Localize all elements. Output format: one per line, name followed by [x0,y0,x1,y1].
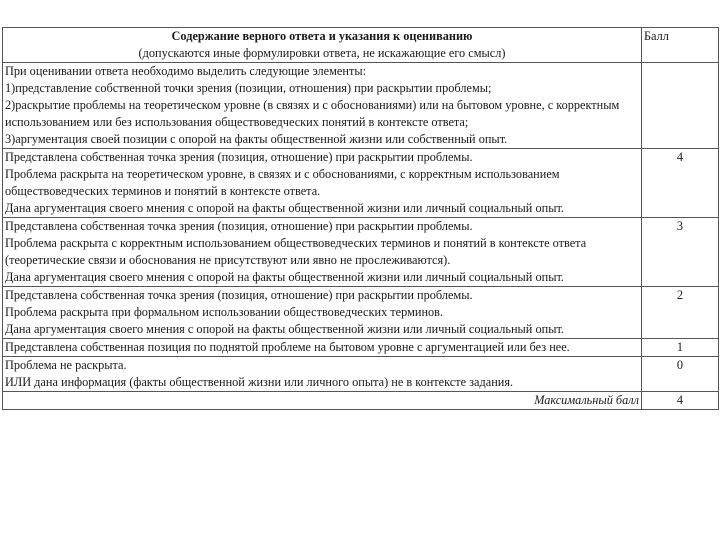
criterion-line: Дана аргументация своего мнения с опорой на факты общественной жизни или личный социальный опыт. [5,322,564,336]
max-score-row [3,392,719,410]
criterion-line: Проблема не раскрыта. [5,358,127,372]
criterion-text [3,287,642,339]
header-subtitle: (допускаются иные формулировки ответа, не искажающие его смысл) [138,46,506,60]
criterion-score: 0 [642,357,719,392]
criterion-line: Проблема раскрыта с корректным использованием обществоведческих терминов и понятий в контексте ответа (теоретические связи и обоснования не присутствуют или явно не прослеживаются). [5,236,587,267]
max-score-label: Максимальный балл [3,392,642,410]
intro-line: 3)аргументация своей позиции с опорой на факты общественной жизни или собственный опыт. [5,132,508,146]
header-cell [3,28,642,63]
intro-line: 2)раскрытие проблемы на теоретическом уровне (в связях и с обоснованиями) или на бытовом уровне, с корректным использованием или без использования обществоведческих понятий в контексте ответа; [5,98,620,129]
criterion-line: Представлена собственная точка зрения (позиция, отношение) при раскрытии проблемы. [5,150,473,164]
criterion-line: ИЛИ дана информация (факты общественной жизни или личного опыта) не в контексте задания. [5,375,514,389]
intro-score-cell [642,63,719,149]
criterion-text [3,339,642,357]
criterion-row [3,339,719,357]
intro-line: При оценивании ответа необходимо выделить следующие элементы: [5,64,366,78]
criterion-line: Дана аргументация своего мнения с опорой на факты общественной жизни или личный социальный опыт. [5,201,564,215]
criterion-line: Проблема раскрыта при формальном использовании обществоведческих терминов. [5,305,444,319]
criterion-score: 3 [642,218,719,287]
header-title: Содержание верного ответа и указания к оцениванию [171,29,473,43]
grading-rubric-table [2,27,719,410]
criterion-line: Представлена собственная позиция по поднятой проблеме на бытовом уровне с аргументацией или без нее. [5,340,570,354]
criterion-score: 2 [642,287,719,339]
max-score-value: 4 [642,392,719,410]
intro-cell [3,63,642,149]
header-row [3,28,719,63]
criterion-line: Дана аргументация своего мнения с опорой на факты общественной жизни или личный социальный опыт. [5,270,564,284]
criterion-line: Проблема раскрыта на теоретическом уровне, в связях и с обоснованиями, с корректным использованием обществоведческих терминов и понятий в контексте ответа. [5,167,560,198]
criterion-text [3,357,642,392]
criterion-row [3,357,719,392]
criterion-row [3,149,719,218]
intro-line: 1)представление собственной точки зрения (позиции, отношения) при раскрытии проблемы; [5,81,492,95]
criterion-line: Представлена собственная точка зрения (позиция, отношение) при раскрытии проблемы. [5,288,473,302]
criterion-score: 4 [642,149,719,218]
score-column-header: Балл [642,28,719,63]
criterion-row [3,287,719,339]
criterion-line: Представлена собственная точка зрения (позиция, отношение) при раскрытии проблемы. [5,219,473,233]
intro-row [3,63,719,149]
criterion-text [3,149,642,218]
criterion-row [3,218,719,287]
criterion-score: 1 [642,339,719,357]
criterion-text [3,218,642,287]
